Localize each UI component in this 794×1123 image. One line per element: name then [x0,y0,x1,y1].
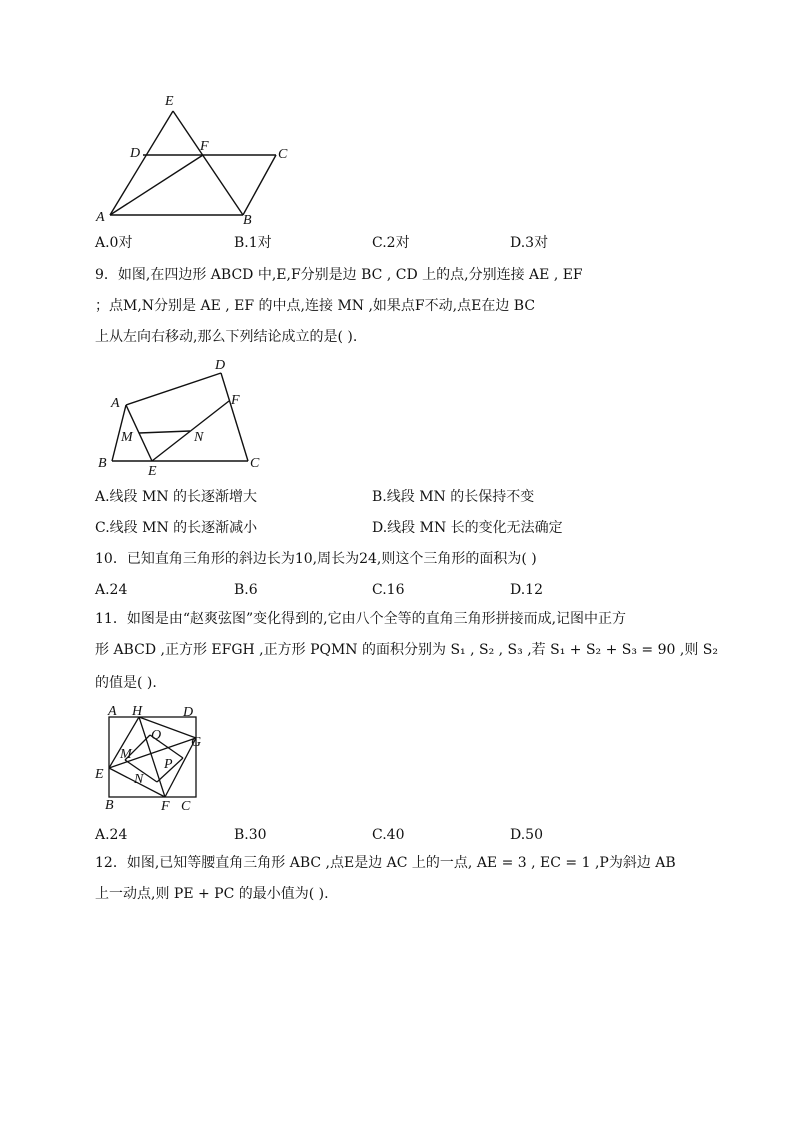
q11-label-f: F [161,799,170,814]
q9-label-b: B [98,456,107,471]
q11-option-c: C.40 [372,827,405,843]
q8-option-c: C.2对 [372,235,410,251]
q9-label-f: F [231,393,240,408]
q12-stem-line-1: 12．如图,已知等腰直角三角形 ABC ,点E是边 AC 上的一点, AE = 3 , EC = 1 ,P为斜边 AB [95,855,676,871]
q10-stem-line-1: 10．已知直角三角形的斜边长为10,周长为24,则这个三角形的面积为( ) [95,551,537,567]
q8-option-b: B.1对 [234,235,272,251]
q10-option-d: D.12 [510,582,543,598]
q9-option-b: B.线段 MN 的长保持不变 [372,489,535,505]
q8-label-c: C [278,147,288,162]
q8-label-e: E [165,94,174,109]
q8-label-b: B [243,213,252,228]
q10-option-b: B.6 [234,582,258,598]
q8-label-f: F [200,139,209,154]
q11-label-n: N [134,772,144,787]
q9-option-d: D.线段 MN 长的变化无法确定 [372,520,563,536]
q11-option-d: D.50 [510,827,543,843]
q11-label-h: H [132,704,143,719]
q11-stem-line-3: 的值是( ). [95,675,157,691]
q8-option-a: A.0对 [95,235,133,251]
q11-label-m: M [120,747,132,762]
q9-figure [90,355,270,480]
q9-option-a: A.线段 MN 的长逐渐增大 [95,489,258,505]
q8-label-a: A [96,210,105,225]
q11-option-a: A.24 [95,827,128,843]
q11-stem-line-1: 11．如图是由“赵爽弦图”变化得到的,它由八个全等的直角三角形拼接而成,记图中正方 [95,611,627,627]
q12-stem-line-2: 上一动点,则 PE + PC 的最小值为( ). [95,886,329,902]
q9-stem-line-2: ；点M,N分别是 AE , EF 的中点,连接 MN ,如果点F不动,点E在边 BC [95,298,536,314]
q8-option-d: D.3对 [510,235,549,251]
q11-label-e: E [95,767,104,782]
q9-label-n: N [194,430,204,445]
q9-label-d: D [215,358,226,373]
q11-figure [90,702,220,817]
q11-label-p: P [164,757,173,772]
q9-stem-line-3: 上从左向右移动,那么下列结论成立的是( ). [95,329,358,345]
q10-option-a: A.24 [95,582,128,598]
q11-stem-line-2: 形 ABCD ,正方形 EFGH ,正方形 PQMN 的面积分别为 S₁ , S₂ , S₃ ,若 S₁ + S₂ + S₃ = 90 ,则 S₂ [95,642,718,658]
q9-option-c: C.线段 MN 的长逐渐减小 [95,520,258,536]
q11-label-d: D [183,705,194,720]
q11-label-b: B [105,798,114,813]
q11-label-q: Q [151,728,162,743]
q9-label-e: E [148,464,157,479]
q11-option-b: B.30 [234,827,267,843]
q8-figure [90,90,310,230]
q11-label-a: A [108,704,117,719]
q9-label-c: C [250,456,260,471]
q8-label-d: D [130,146,141,161]
q11-label-c: C [181,799,191,814]
q11-label-g: G [191,735,202,750]
q9-label-a: A [111,396,120,411]
q10-option-c: C.16 [372,582,405,598]
q9-stem-line-1: 9．如图,在四边形 ABCD 中,E,F分别是边 BC , CD 上的点,分别连接 AE , EF [95,267,583,283]
q9-label-m: M [121,430,133,445]
